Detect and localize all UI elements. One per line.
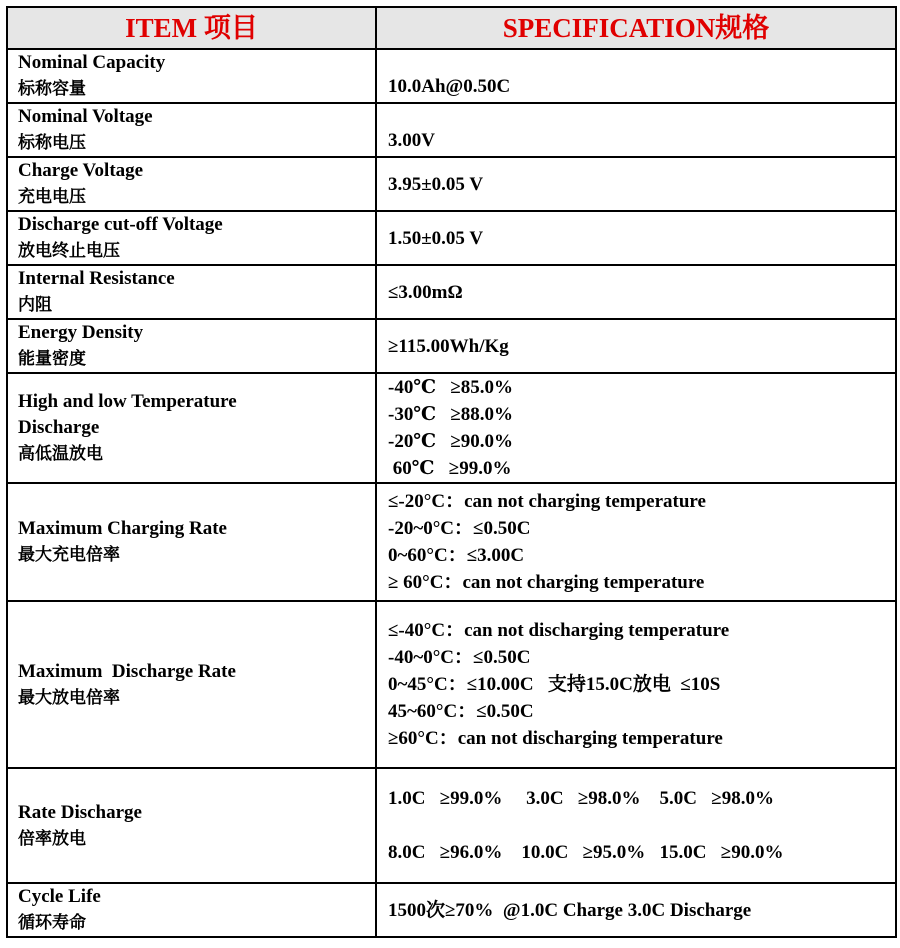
spec-line: 8.0C ≥96.0% 10.0C ≥95.0% 15.0C ≥90.0% <box>388 842 784 863</box>
item-name-en: Maximum Discharge Rate <box>18 660 236 682</box>
spec-line: ≥115.00Wh/Kg <box>388 335 509 357</box>
spec-line: -20℃ ≥90.0% <box>388 431 514 452</box>
table-row <box>7 373 896 483</box>
spec-line: 45~60°C：≤0.50C <box>388 701 534 722</box>
item-name-en: Energy Density <box>18 322 144 343</box>
item-name-cn: 循环寿命 <box>18 913 86 933</box>
item-name-en: Discharge cut-off Voltage <box>18 214 223 235</box>
spec-cell <box>376 768 896 883</box>
spec-line: -40~0°C：≤0.50C <box>388 647 531 668</box>
spec-line: 3.95±0.05 V <box>388 173 484 195</box>
item-name-en: Nominal Voltage <box>18 106 153 127</box>
spec-line: -40℃ ≥85.0% <box>388 377 514 398</box>
table-row <box>7 103 896 157</box>
spec-line: 3.00V <box>388 130 435 151</box>
specification-table <box>6 6 897 938</box>
item-name-cn: 标称容量 <box>18 79 86 99</box>
item-name-en: Nominal Capacity <box>18 52 166 73</box>
item-cell <box>7 483 376 601</box>
item-cell <box>7 49 376 103</box>
item-name-cn: 能量密度 <box>18 349 86 369</box>
table-row <box>7 157 896 211</box>
item-name-en: High and low Temperature Discharge <box>18 391 237 438</box>
item-name-cn: 高低温放电 <box>18 444 103 464</box>
item-name-en: Cycle Life <box>18 886 101 907</box>
spec-cell <box>376 157 896 211</box>
item-name-en: Maximum Charging Rate <box>18 518 227 539</box>
item-cell <box>7 883 376 937</box>
item-cell <box>7 373 376 483</box>
spec-line: 10.0Ah@0.50C <box>388 76 511 97</box>
item-name-cn: 最大放电倍率 <box>18 687 120 708</box>
spec-cell <box>376 883 896 937</box>
spacer <box>388 812 895 839</box>
item-name-cn: 内阻 <box>18 295 52 315</box>
table-row <box>7 319 896 373</box>
spec-line: 1500次≥70% @1.0C Charge 3.0C Discharge <box>388 899 752 921</box>
spec-line: -20~0°C：≤0.50C <box>388 518 531 539</box>
spec-line: 1.50±0.05 V <box>388 227 484 249</box>
spec-line: ≤3.00mΩ <box>388 281 463 303</box>
spec-line: -30℃ ≥88.0% <box>388 404 514 425</box>
spec-line: 0~45°C：≤10.00C 支持15.0C放电 ≤10S <box>388 674 721 695</box>
spec-line: 1.0C ≥99.0% 3.0C ≥98.0% 5.0C ≥98.0% <box>388 788 774 809</box>
spec-cell <box>376 103 896 157</box>
spec-line: ≥60°C：can not discharging temperature <box>388 728 723 749</box>
spec-cell <box>376 49 896 103</box>
item-cell <box>7 103 376 157</box>
table-row <box>7 49 896 103</box>
item-name-en: Internal Resistance <box>18 268 175 289</box>
table-row <box>7 483 896 601</box>
table-row <box>7 883 896 937</box>
item-cell <box>7 157 376 211</box>
spec-cell <box>376 319 896 373</box>
table-row <box>7 211 896 265</box>
spec-line: ≤-20°C：can not charging temperature <box>388 491 706 512</box>
item-cell <box>7 768 376 883</box>
table-row <box>7 265 896 319</box>
table-row <box>7 768 896 883</box>
spec-cell <box>376 601 896 768</box>
item-name-en: Charge Voltage <box>18 160 144 181</box>
item-name-cn: 充电电压 <box>18 187 86 207</box>
spec-line: ≤-40°C：can not discharging temperature <box>388 620 730 641</box>
item-name-cn: 标称电压 <box>18 133 86 153</box>
item-cell <box>7 601 376 768</box>
spec-cell <box>376 483 896 601</box>
spec-cell <box>376 265 896 319</box>
spec-line: 60℃ ≥99.0% <box>388 458 512 479</box>
spec-cell <box>376 211 896 265</box>
item-name-cn: 倍率放电 <box>18 828 86 849</box>
item-name-en: Rate Discharge <box>18 801 142 823</box>
table-header-row <box>7 7 896 49</box>
header-specification: SPECIFICATION规格 <box>376 7 896 49</box>
table-row <box>7 601 896 768</box>
item-name-cn: 最大充电倍率 <box>18 545 120 565</box>
item-cell <box>7 265 376 319</box>
spec-line: 0~60°C：≤3.00C <box>388 545 525 566</box>
item-name-cn: 放电终止电压 <box>18 241 120 261</box>
item-cell <box>7 211 376 265</box>
item-cell <box>7 319 376 373</box>
header-item: ITEM 项目 <box>7 7 376 49</box>
spec-line: ≥ 60°C：can not charging temperature <box>388 572 705 593</box>
spec-cell <box>376 373 896 483</box>
